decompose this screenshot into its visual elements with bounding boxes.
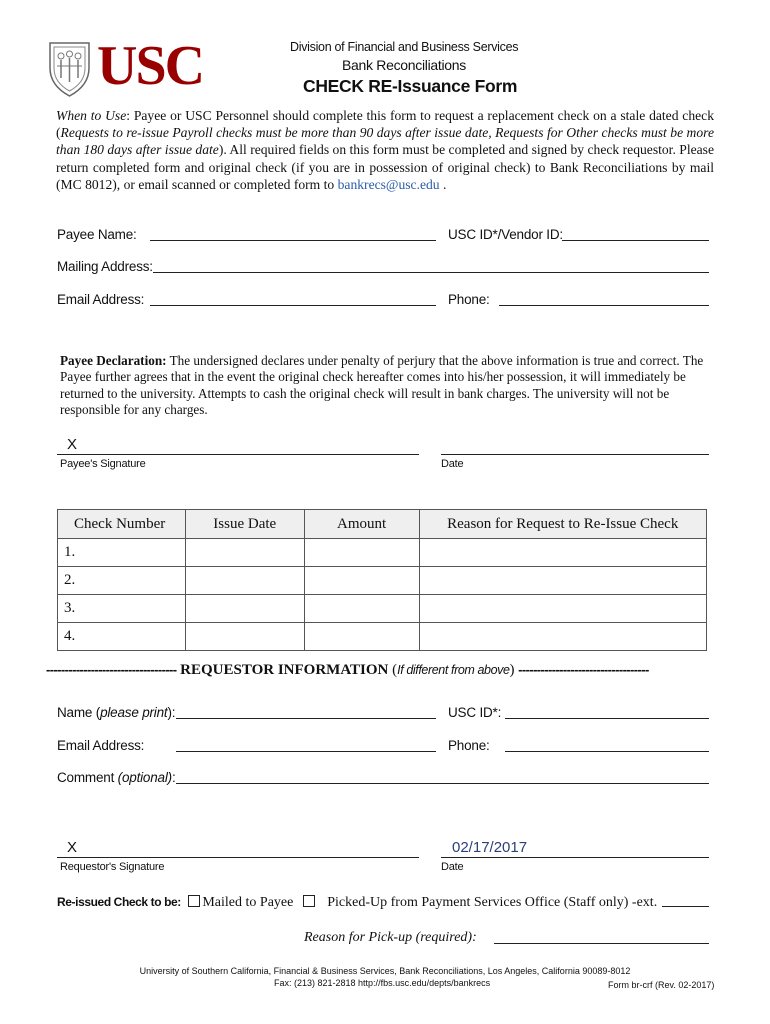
requestor-date-value[interactable]: 02/17/2017 xyxy=(452,839,528,856)
reason-cell[interactable] xyxy=(419,539,707,567)
requestor-signature-field[interactable] xyxy=(57,857,419,858)
intro-text-2: ). All required fields on this form must be completed and signed by check requestor. Please return completed form and original check (if you are in possession of original check) to Bank Reconciliations by mail (MC 8012), or email scanned or completed form to xyxy=(56,142,715,192)
requestor-date-label: Date xyxy=(441,861,464,873)
bankrecs-email-link[interactable]: bankrecs@usc.edu xyxy=(337,176,440,192)
phone-label: Phone: xyxy=(448,292,490,307)
usc-wordmark: USC xyxy=(97,35,204,97)
department-name: Bank Reconciliations xyxy=(342,57,466,73)
amount-cell[interactable] xyxy=(304,623,419,651)
pickup-reason-label: Reason for Pick-up (required): xyxy=(304,930,477,945)
pickup-label: Picked-Up from Payment Services Office (Staff only) -ext. xyxy=(327,895,658,910)
requestor-date-field[interactable] xyxy=(441,857,709,858)
col-reason: Reason for Request to Re-Issue Check xyxy=(419,510,707,539)
mailing-address-field[interactable] xyxy=(153,272,709,273)
requestor-signature-label: Requestor's Signature xyxy=(60,861,165,873)
name-prefix: Name ( xyxy=(57,705,101,720)
table-row xyxy=(58,595,707,623)
payee-signature-label: Payee's Signature xyxy=(60,458,146,470)
col-issue-date: Issue Date xyxy=(185,510,304,539)
intro-italic-text: Requests to re-issue Payroll checks must be more than 90 days after issue date, Requests for Other checks must be more than 180 days after issue date xyxy=(56,125,714,158)
declaration-text: The undersigned declares under penalty of perjury that the above information is true and correct. The Payee further agrees that in the event the original check hereafter comes into his/her possession, it will immediately be returned to the university. Attempts to cash the original check will result in bank charges. The university will not be responsible for any charges. xyxy=(60,353,704,418)
intro-when-label: When to Use xyxy=(56,108,127,123)
requestor-email-field[interactable] xyxy=(176,751,436,752)
requestor-signature-x: X xyxy=(67,839,78,856)
issue-date-cell[interactable] xyxy=(185,567,304,595)
amount-cell[interactable] xyxy=(304,567,419,595)
footer-form-id: Form br-crf (Rev. 02-2017) xyxy=(608,980,715,990)
dashes-right: ----------------------------------- xyxy=(518,662,649,677)
comment-prefix: Comment xyxy=(57,770,118,785)
row-number[interactable]: 4. xyxy=(58,623,186,651)
col-amount: Amount xyxy=(304,510,419,539)
intro-end: . xyxy=(439,176,447,192)
pickup-ext-field[interactable] xyxy=(662,906,709,907)
mailed-to-payee-label: Mailed to Payee xyxy=(202,895,294,910)
email-address-field[interactable] xyxy=(150,305,436,306)
usc-id-vendor-label: USC ID*/Vendor ID: xyxy=(448,227,563,242)
payee-date-label: Date xyxy=(441,458,464,470)
amount-cell[interactable] xyxy=(304,595,419,623)
payee-name-field[interactable] xyxy=(150,240,436,241)
requestor-subtitle-close: ) xyxy=(509,662,515,678)
requestor-usc-id-label: USC ID*: xyxy=(448,705,502,720)
comment-italic: (optional) xyxy=(117,770,172,785)
usc-logo xyxy=(47,35,207,100)
comment-suffix: : xyxy=(171,770,176,785)
row-number[interactable]: 3. xyxy=(58,595,186,623)
intro-paragraph xyxy=(56,107,714,193)
footer-contact: Fax: (213) 821-2818 http://fbs.usc.edu/depts/bankrecs xyxy=(274,978,491,988)
requestor-subtitle-open: ( xyxy=(388,662,398,678)
footer-address: University of Southern California, Financial & Business Services, Bank Reconciliations, Los Angeles, California 90089-8012 xyxy=(139,966,631,976)
table-row xyxy=(58,567,707,595)
issue-date-cell[interactable] xyxy=(185,595,304,623)
requestor-name-field[interactable] xyxy=(176,718,436,719)
name-suffix: ): xyxy=(167,705,176,720)
pickup-checkbox[interactable] xyxy=(303,895,315,907)
usc-seal-icon xyxy=(47,40,92,98)
mailing-address-label: Mailing Address: xyxy=(57,259,153,274)
requestor-section-title: REQUESTOR INFORMATION xyxy=(180,662,389,678)
payee-signature-x: X xyxy=(67,436,78,453)
mailed-to-payee-checkbox[interactable] xyxy=(188,895,200,907)
col-check-number: Check Number xyxy=(58,510,186,539)
reissue-label: Re-issued Check to be: xyxy=(57,895,181,909)
payee-signature-field[interactable] xyxy=(57,454,419,455)
email-address-label: Email Address: xyxy=(57,292,145,307)
payee-declaration xyxy=(60,353,716,419)
requestor-subtitle: If different from above xyxy=(397,663,510,677)
payee-date-field[interactable] xyxy=(441,454,709,455)
row-number[interactable]: 2. xyxy=(58,567,186,595)
phone-field[interactable] xyxy=(499,305,709,306)
table-row xyxy=(58,539,707,567)
issue-date-cell[interactable] xyxy=(185,539,304,567)
issue-date-cell[interactable] xyxy=(185,623,304,651)
usc-id-vendor-field[interactable] xyxy=(562,240,709,241)
name-italic: please print xyxy=(100,705,168,720)
amount-cell[interactable] xyxy=(304,539,419,567)
requestor-section-header xyxy=(46,662,726,679)
dashes-left: ----------------------------------- xyxy=(46,662,177,677)
payee-name-label: Payee Name: xyxy=(57,227,137,242)
table-row xyxy=(58,623,707,651)
reason-cell[interactable] xyxy=(419,567,707,595)
check-table xyxy=(57,509,707,651)
form-title: CHECK RE-Issuance Form xyxy=(303,76,518,96)
declaration-label: Payee Declaration: xyxy=(60,353,167,368)
row-number[interactable]: 1. xyxy=(58,539,186,567)
comment-label xyxy=(57,770,176,785)
reason-cell[interactable] xyxy=(419,595,707,623)
reason-cell[interactable] xyxy=(419,623,707,651)
division-name: Division of Financial and Business Services xyxy=(290,40,519,54)
check-table-header xyxy=(58,510,707,539)
requestor-email-label: Email Address: xyxy=(57,738,145,753)
requestor-usc-id-field[interactable] xyxy=(505,718,709,719)
reissue-options xyxy=(57,893,657,911)
pickup-reason-field[interactable] xyxy=(494,943,709,944)
comment-field[interactable] xyxy=(176,783,709,784)
requestor-phone-field[interactable] xyxy=(505,751,709,752)
requestor-phone-label: Phone: xyxy=(448,738,490,753)
requestor-name-label xyxy=(57,705,175,720)
intro-text-1: : Payee or USC Personnel should complete this form to request a replacement check on a stale dated check ( xyxy=(56,108,714,141)
